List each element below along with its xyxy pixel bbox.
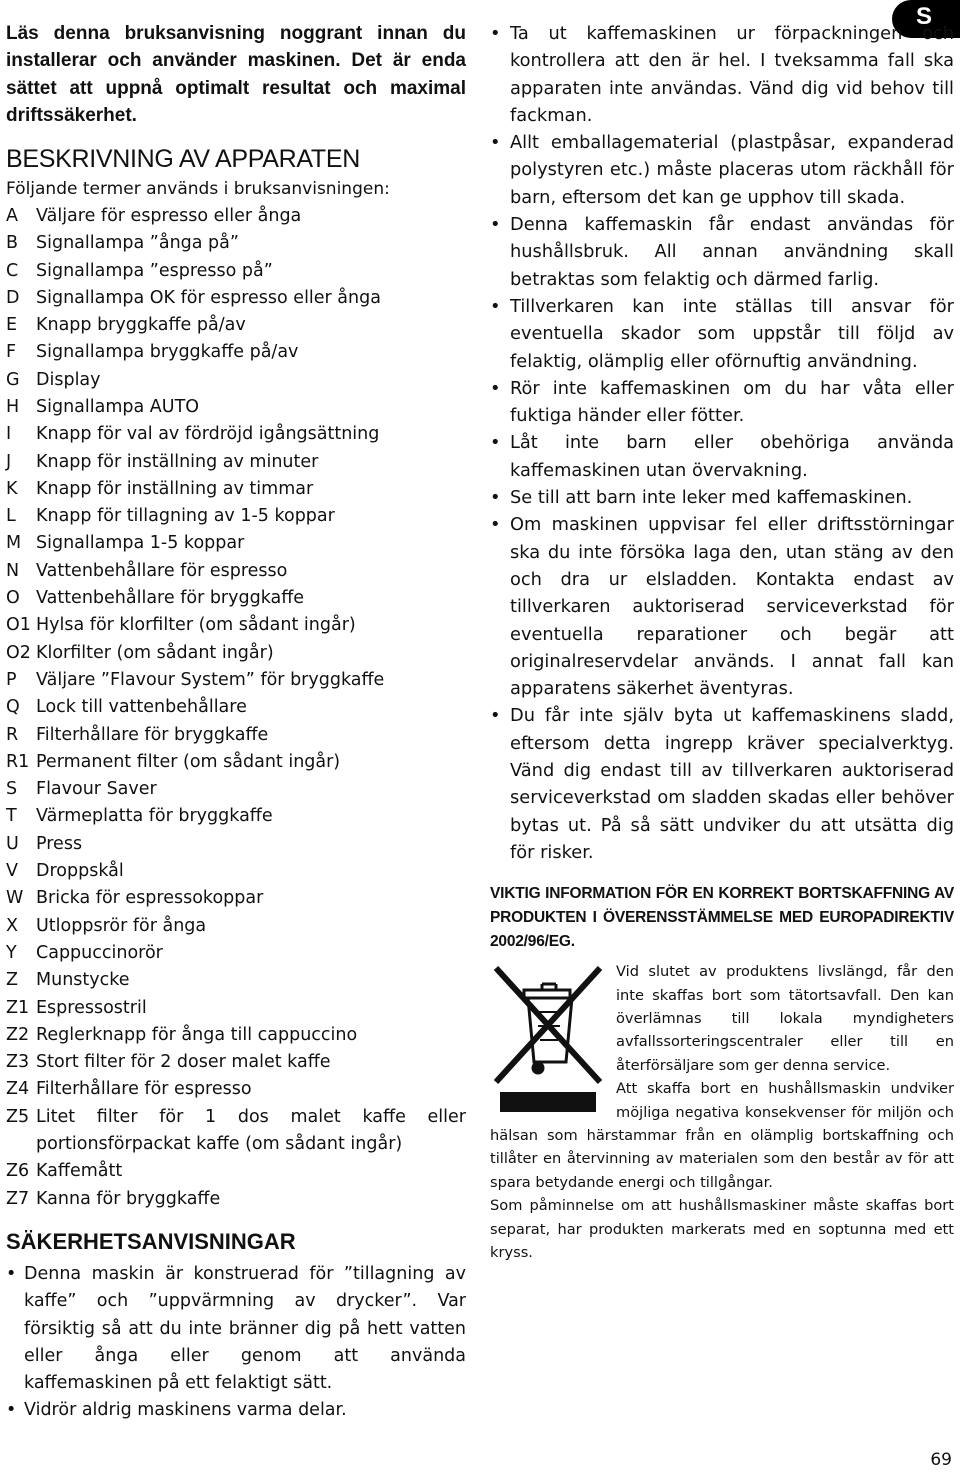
safety-bullet: • Du får inte själv byta ut kaffemaskinens sladd, eftersom detta ingrepp kräver specialverktyg. Vänd dig endast till av tillverkaren auktoriserad serviceverkstad om sladden skadas eller behöver bytas ut. På så sätt undviker du att utsätta dig för risker. xyxy=(490,702,954,866)
safety-bullet: • Om maskinen uppvisar fel eller driftsstörningar ska du inte försöka laga den, utan stäng av den och dra ur elsladden. Kontakta endast av tillverkaren auktoriserad serviceverkstad för eventuella reparationer och begär att originalreservdelar används. I annat fall kan apparatens säkerhet äventyras. xyxy=(490,511,954,702)
part-key: Z5 xyxy=(6,1106,30,1127)
part-key: A xyxy=(6,205,18,226)
part-key: O1 xyxy=(6,615,31,636)
parts-list-item xyxy=(6,776,466,803)
part-key: Z xyxy=(6,970,18,991)
part-description: Signallampa OK för espresso eller ånga xyxy=(36,287,381,308)
safety-bullet: • Ta ut kaffemaskinen ur förpackningen och kontrollera att den är hel. I tveksamma fall ska apparaten inte användas. Vänd dig vid behov till fackman. xyxy=(490,20,954,129)
safety-bullet: • Denna maskin är konstruerad för ”tillagning av kaffe” och ”uppvärmning av drycker”. Var försiktig så att du inte bränner dig på hett vatten eller ånga eller genom att använda kaffemaskinen på ett felaktigt sätt. xyxy=(6,1261,466,1397)
parts-list-item xyxy=(6,831,466,858)
part-key: G xyxy=(6,369,20,390)
intro-paragraph: Läs denna bruksanvisning noggrant innan du installerar och använder maskinen. Det är enda sättet att uppnå optimalt resultat och maximal driftssäkerhet. xyxy=(6,23,466,127)
parts-list-item xyxy=(6,1076,466,1103)
part-description: Signallampa ”espresso på” xyxy=(36,260,273,281)
part-description: Kanna för bryggkaffe xyxy=(36,1188,221,1209)
parts-list-item xyxy=(6,913,466,940)
part-key: M xyxy=(6,533,22,554)
part-description: Knapp bryggkaffe på/av xyxy=(36,315,246,336)
part-description: Press xyxy=(36,833,83,854)
safety-heading: SÄKERHETSANVISNINGAR xyxy=(6,1228,296,1254)
part-key: I xyxy=(6,424,12,445)
part-key: R1 xyxy=(6,751,30,772)
part-key: Z6 xyxy=(6,1161,30,1182)
part-key: P xyxy=(6,669,17,690)
disposal-heading: VIKTIG INFORMATION FÖR EN KORREKT BORTSKAFFNING AV PRODUKTEN I ÖVERENSSTÄMMELSE MED EUROPADIREKTIV 2002/96/EG. xyxy=(490,885,954,951)
part-key: D xyxy=(6,287,20,308)
parts-list-item xyxy=(6,803,466,830)
part-description: Signallampa bryggkaffe på/av xyxy=(36,342,299,363)
safety-list-left xyxy=(6,1261,466,1425)
parts-list-item xyxy=(6,558,466,585)
part-description: Värmeplatta för bryggkaffe xyxy=(36,806,273,827)
part-key: E xyxy=(6,315,18,336)
parts-list-item xyxy=(6,967,466,994)
part-key: Z1 xyxy=(6,997,30,1018)
part-description: Espressostril xyxy=(36,997,147,1018)
parts-list-item xyxy=(6,885,466,912)
parts-list-item xyxy=(6,1022,466,1049)
parts-list-item xyxy=(6,339,466,366)
parts-list-item xyxy=(6,1049,466,1076)
parts-list-item xyxy=(6,749,466,776)
part-description: Knapp för inställning av minuter xyxy=(36,451,319,472)
part-description: Reglerknapp för ånga till cappuccino xyxy=(36,1024,358,1045)
part-key: K xyxy=(6,478,18,499)
part-description: Lock till vattenbehållare xyxy=(36,697,247,718)
safety-bullet: • Rör inte kaffemaskinen om du har våta eller fuktiga händer eller fötter. xyxy=(490,375,954,430)
parts-list-item xyxy=(6,285,466,312)
part-key: V xyxy=(6,861,18,882)
parts-list-item xyxy=(6,258,466,285)
part-key: T xyxy=(6,806,17,827)
language-tab-label: S xyxy=(915,3,932,30)
part-key: H xyxy=(6,397,20,417)
parts-list-item xyxy=(6,858,466,885)
part-description: Knapp för val av fördröjd igångsättning xyxy=(36,424,380,445)
part-key: J xyxy=(6,451,12,472)
safety-bullet: • Allt emballagematerial (plastpåsar, expanderad polystyren etc.) måste placeras utom räckhåll för barn, eftersom det kan ge upphov till skada. xyxy=(490,129,954,211)
left-column xyxy=(6,20,466,1425)
part-key: Z4 xyxy=(6,1079,30,1100)
part-description: Signallampa AUTO xyxy=(36,397,200,417)
parts-list-item xyxy=(6,995,466,1022)
part-description: Vattenbehållare för bryggkaffe xyxy=(36,588,305,609)
parts-list-item xyxy=(6,1158,466,1185)
part-description: Signallampa 1-5 koppar xyxy=(36,533,245,554)
part-description: Litet filter för 1 dos malet kaffe eller portionsförpackat kaffe (om sådant ingår) xyxy=(36,1106,466,1155)
part-key: N xyxy=(6,560,20,581)
description-heading: BESKRIVNING AV APPARATEN xyxy=(6,144,361,173)
part-description: Droppskål xyxy=(36,861,124,882)
disposal-paragraph-2: Att skaffa bort en hushållsmaskin undviker möjliga negativa konsekvenser för miljön och hälsan som härstammar från en olämplig bortskaffning och tillåter en återvinning av materialen som den består av för att spara betydande energi och tillgångar. xyxy=(490,1080,954,1191)
parts-list-item xyxy=(6,722,466,749)
part-key: C xyxy=(6,260,19,281)
safety-bullet: • Denna kaffemaskin får endast användas för hushållsbruk. All annan användning skall betraktas som felaktig och därmed farlig. xyxy=(490,211,954,293)
part-description: Flavour Saver xyxy=(36,779,157,800)
part-description: Bricka för espressokoppar xyxy=(36,888,264,909)
part-key: X xyxy=(6,915,18,936)
parts-list-item xyxy=(6,530,466,557)
parts-list-item xyxy=(6,449,466,476)
part-description: Kaffemått xyxy=(36,1161,123,1182)
parts-list-item xyxy=(6,585,466,612)
part-key: Z3 xyxy=(6,1052,30,1073)
part-description: Display xyxy=(36,369,101,390)
part-description: Cappuccinorör xyxy=(36,942,163,963)
parts-list-item xyxy=(6,394,466,421)
safety-bullet: • Låt inte barn eller obehöriga använda kaffemaskinen utan övervakning. xyxy=(490,429,954,484)
parts-list-item xyxy=(6,476,466,503)
part-description: Permanent filter (om sådant ingår) xyxy=(36,751,341,772)
parts-list-item xyxy=(6,203,466,230)
crossed-out-bin-icon xyxy=(490,964,606,1114)
parts-list-item xyxy=(6,312,466,339)
safety-bullet: • Vidrör aldrig maskinens varma delar. xyxy=(6,1397,466,1424)
parts-list xyxy=(6,203,466,1213)
part-description: Vattenbehållare för espresso xyxy=(36,560,288,581)
parts-list-item xyxy=(6,421,466,448)
parts-list-item xyxy=(6,1104,466,1159)
part-key: Q xyxy=(6,697,20,718)
part-description: Väljare för espresso eller ånga xyxy=(36,205,302,226)
parts-list-item xyxy=(6,612,466,639)
part-description: Filterhållare för bryggkaffe xyxy=(36,724,269,745)
disposal-paragraph-1: Vid slutet av produktens livslängd, får den inte skaffas bort som tätortsavfall. Den kan överlämnas till lokala myndigheters avfallssorteringscentraler eller till en återförsäljare som ger denna service. xyxy=(616,963,954,1074)
parts-list-item xyxy=(6,694,466,721)
part-key: U xyxy=(6,833,19,854)
part-description: Utloppsrör för ånga xyxy=(36,915,207,936)
part-description: Knapp för tillagning av 1-5 koppar xyxy=(36,506,335,527)
safety-list-right xyxy=(490,20,954,866)
part-key: B xyxy=(6,233,19,254)
part-description: Väljare ”Flavour System” för bryggkaffe xyxy=(36,669,385,690)
part-description: Hylsa för klorfilter (om sådant ingår) xyxy=(36,615,356,636)
parts-list-item xyxy=(6,640,466,667)
part-description: Filterhållare för espresso xyxy=(36,1079,252,1100)
part-key: F xyxy=(6,342,17,363)
part-key: O xyxy=(6,588,20,609)
page-number: 69 xyxy=(930,1450,952,1470)
safety-bullet: • Tillverkaren kan inte ställas till ansvar för eventuella skador som uppstår till följd av felaktig, olämplig eller oförnuftig användning. xyxy=(490,293,954,375)
parts-list-item xyxy=(6,667,466,694)
part-key: S xyxy=(6,779,18,800)
disposal-text xyxy=(490,960,954,1264)
parts-list-item xyxy=(6,940,466,967)
parts-list-item xyxy=(6,1186,466,1213)
description-lead: Följande termer används i bruksanvisningen: xyxy=(6,178,390,199)
safety-bullet: • Se till att barn inte leker med kaffemaskinen. xyxy=(490,484,954,511)
part-key: W xyxy=(6,888,24,909)
parts-list-item xyxy=(6,367,466,394)
part-key: Y xyxy=(6,942,17,963)
right-column xyxy=(490,20,954,1264)
part-description: Knapp för inställning av timmar xyxy=(36,478,314,499)
disposal-paragraph-3: Som påminnelse om att hushållsmaskiner måste skaffas bort separat, har produkten markerats med en soptunna med ett kryss. xyxy=(490,1197,954,1262)
part-key: Z7 xyxy=(6,1188,30,1209)
part-key: O2 xyxy=(6,642,31,663)
part-key: Z2 xyxy=(6,1024,30,1045)
part-key: R xyxy=(6,724,19,745)
part-description: Signallampa ”ånga på” xyxy=(36,233,239,254)
part-key: L xyxy=(6,506,16,527)
part-description: Munstycke xyxy=(36,970,130,991)
part-description: Stort filter för 2 doser malet kaffe xyxy=(36,1052,331,1073)
parts-list-item xyxy=(6,230,466,257)
parts-list-item xyxy=(6,503,466,530)
part-description: Klorfilter (om sådant ingår) xyxy=(36,642,274,663)
